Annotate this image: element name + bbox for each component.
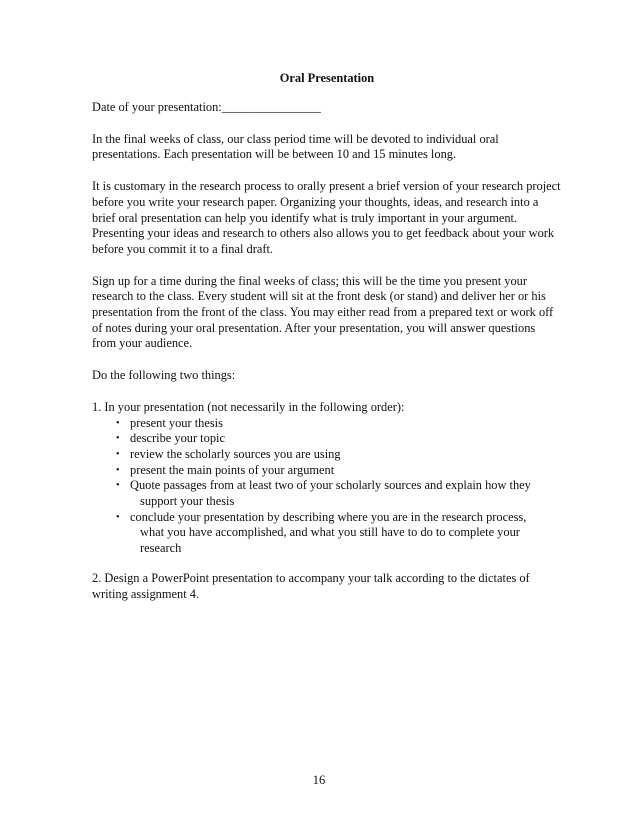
list-item-text-continued: support your thesis bbox=[140, 494, 235, 509]
item-1-intro: 1. In your presentation (not necessarily in the following order): bbox=[92, 399, 405, 414]
page-number: 16 bbox=[312, 773, 326, 787]
list-item-text: describe your topic bbox=[130, 431, 225, 446]
list-item bbox=[92, 478, 562, 509]
document-title: Oral Presentation bbox=[279, 71, 375, 85]
presentation-date-line: Date of your presentation:________________ bbox=[92, 100, 321, 114]
list-item bbox=[92, 463, 562, 479]
list-item bbox=[92, 447, 562, 463]
list-item-text: present your thesis bbox=[130, 415, 223, 430]
instructions-heading: Do the following two things: bbox=[92, 368, 236, 383]
paragraph-intro: In the final weeks of class, our class period time will be devoted to individual oral presentations. Each presentation will be between 10 and 15 minutes long. bbox=[92, 131, 499, 162]
presentation-requirements-list bbox=[92, 416, 562, 557]
list-item bbox=[92, 416, 562, 432]
list-item-text-continued: research bbox=[140, 541, 182, 556]
paragraph-sign-up: Sign up for a time during the final weeks of class; this will be the time you present your research to the class. Every student will sit at the front desk (or stand) and deliver her or his presentation from the front of the class. You may either read from a prepared text or work off of notes during your oral presentation. After your presentation, you will answer questions from your audience. bbox=[92, 273, 554, 351]
paragraph-research-process: It is customary in the research process to orally present a brief version of your research project before you write your research paper. Organizing your thoughts, ideas, and research into a brief oral presentation can help you identify what is truly important in your argument. Presenting your ideas and research to others also allows you to get feedback about your work before you commit it to a final draft. bbox=[92, 179, 561, 256]
bullet-icon: • bbox=[116, 448, 120, 460]
bullet-icon: • bbox=[116, 433, 120, 445]
item-2-text: 2. Design a PowerPoint presentation to accompany your talk according to the dictates of writing assignment 4. bbox=[92, 570, 530, 601]
list-item bbox=[92, 431, 562, 447]
bullet-icon: • bbox=[116, 464, 120, 476]
list-item bbox=[92, 510, 562, 557]
list-item-text: Quote passages from at least two of your scholarly sources and explain how they bbox=[130, 478, 531, 493]
list-item-text-continued: what you have accomplished, and what you still have to do to complete your bbox=[140, 525, 520, 540]
bullet-icon: • bbox=[116, 417, 120, 429]
list-item-text: review the scholarly sources you are using bbox=[130, 446, 341, 461]
document-page bbox=[92, 70, 562, 618]
bullet-icon: • bbox=[116, 511, 120, 523]
bullet-icon: • bbox=[116, 480, 120, 492]
list-item-text: conclude your presentation by describing where you are in the research process, bbox=[130, 509, 527, 524]
list-item-text: present the main points of your argument bbox=[130, 462, 335, 477]
